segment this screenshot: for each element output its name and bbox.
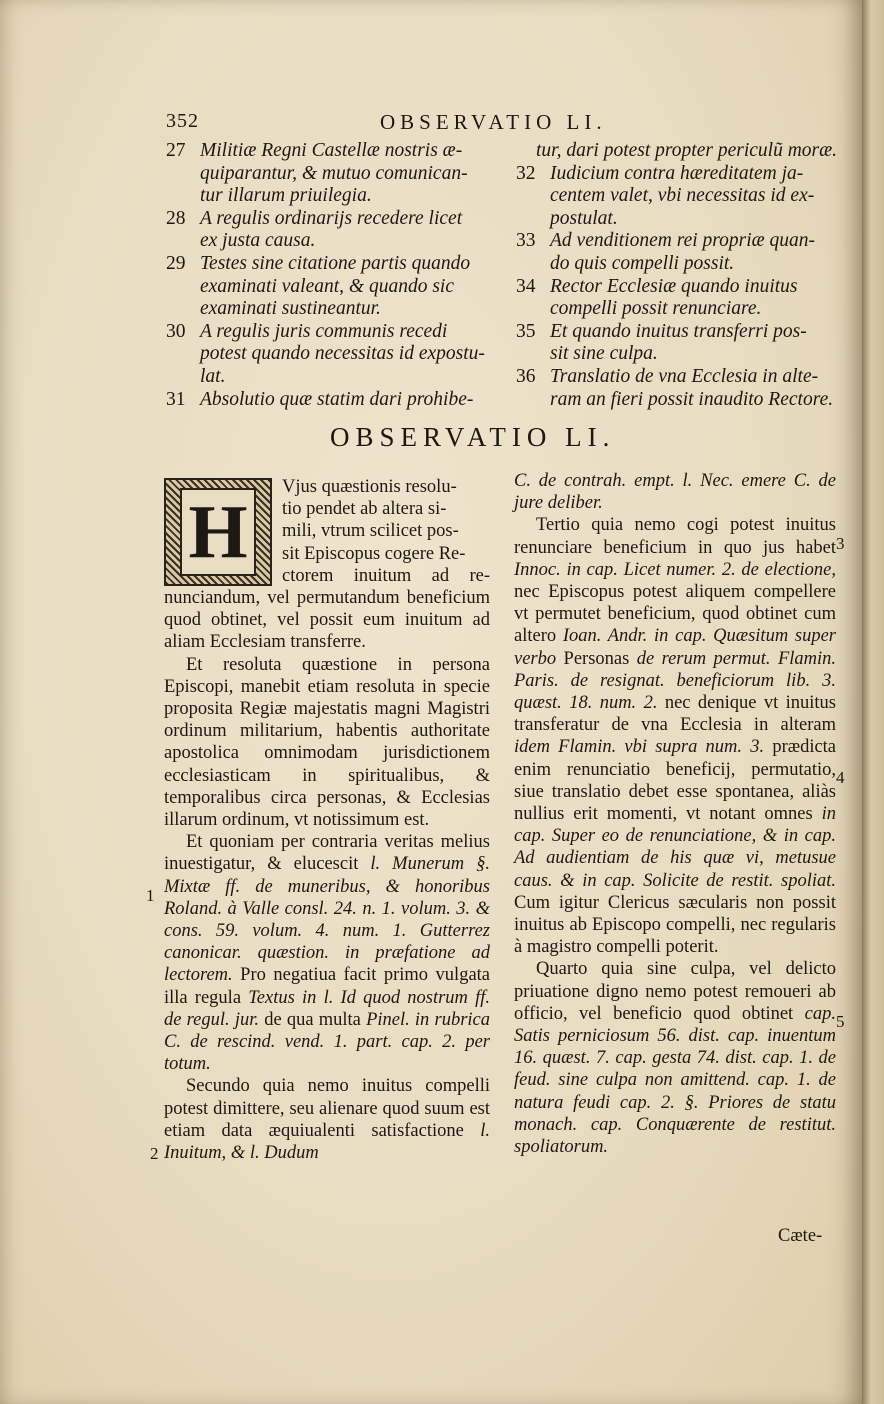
running-head: OBSERVATIO LI. <box>380 110 607 134</box>
paragraph: Tertio quia nemo cogi potest inuitus renunciare beneficium in quo jus habet Innoc. in cap. Licet numer. 2. de electione, nec Episcopus potest aliquem compellere vt permutet beneficium, quod obtinet cum altero Ioan. Andr. in cap. Quæsitum super verbo Personas de rerum permut. Flamin. Paris. de resignat. beneficiorum lib. 3. quæst. 18. num. 2. nec denique vt inuitus transferatur de vna Ecclesia in alteram idem Flamin. vbi supra num. 3. prædicta enim renunciatio beneficij, permutatio, siue translatio debet esse spontanea, aliàs nullius erit momenti, vt notant omnes in cap. Super eo de renunciatione, & in cap. Ad audientiam de his quæ vi, metusue caus. & in cap. Solicite de restit. spoliat. Cum igitur Clericus sæcularis non possit inuitus ab Episcopo compelli, nec regularis à magistro compelli poterit. <box>514 515 837 958</box>
summary-item: tur, dari potest propter periculũ moræ. <box>536 140 837 161</box>
summary-item: 28 A regulis ordinarijs recedere licet <box>166 207 463 229</box>
summary-item: 33 Ad venditionem rei propriæ quan- <box>516 230 816 252</box>
catchword: Cæte- <box>778 1226 823 1246</box>
paragraph: Et quoniam per contraria veritas melius inuestigatur, & elucescit l. Munerum §. Mixtæ ff. de muneribus, & honoribus Roland. à Valle consl. 24. n. 1. volum. 3. & cons. 59. volum. 4. num. 1. Gutterrez canonicar. quæstion. in præfatione ad lectorem. Pro negatiua facit primo vulgata illa regula Textus in l. Id quod nostrum ff. de regul. jur. de qua multa Pinel. in rubrica C. de rescind. vend. 1. part. cap. 2. per totum. <box>164 832 491 1075</box>
summary-item: 31 Absolutio quæ statim dari prohibe- <box>166 388 474 410</box>
summary-item: 32 Iudicium contra hæreditatem ja- <box>516 162 804 184</box>
margin-note: 2 <box>150 1144 159 1163</box>
body-column-right <box>514 470 836 1158</box>
body-column-left <box>164 476 490 1164</box>
summary-item: 36 Translatio de vna Ecclesia in alte- <box>516 365 819 387</box>
summary-item: 34 Rector Ecclesiæ quando inuitus <box>516 275 798 297</box>
paragraph: Secundo quia nemo inuitus compelli potest dimittere, seu alienare quod suum est etiam data æquiualenti satisfactione l. Inuitum, & l. Dudum <box>164 1076 490 1164</box>
paragraph: Quarto quia sine culpa, vel delicto priuatione digno nemo potest remoueri ab officio, vel beneficio quod obtinet cap. Satis perniciosum 56. dist. cap. inuentum 16. quæst. 7. cap. gesta 74. dist. cap. 1. de feud. sine culpa non amittend. cap. 1. de natura feudi cap. 2. §. Priores de statu monach. cap. Conquærente de restitut. spoliatorum. <box>514 959 836 1158</box>
summary-item: 30 A regulis juris communis recedi <box>166 320 448 342</box>
margin-note: 3 <box>836 534 845 553</box>
page-number: 352 <box>166 110 199 132</box>
summary-right: tur, dari potest propter periculũ moræ. 32 Iudicium contra hæreditatem ja- centem valet, vbi necessitas id ex- postulat. 33 Ad venditionem rei propriæ quan- do quis compelli possit. 34 Rector Ecclesiæ quando inuitus compelli possit renunciare. 35 Et quando inuitus transferri pos- sit sine culpa. 36 Translatio de vna Ecclesia in alte- ram an fieri possit inaudito Rectore. <box>516 140 846 411</box>
decorated-initial <box>164 478 272 586</box>
facing-page-edge <box>862 0 884 1404</box>
margin-note: 5 <box>836 1012 845 1031</box>
summary-item: 29 Testes sine citatione partis quando <box>166 252 471 274</box>
margin-note: 1 <box>146 886 155 905</box>
paragraph: C. de contrah. empt. l. Nec. emere C. de jure deliber. <box>514 471 836 514</box>
summary-item: 27 Militiæ Regni Castellæ nostris æ- <box>166 140 463 161</box>
summary-left: 27 Militiæ Regni Castellæ nostris æ- quiparantur, & mutuo comunican- tur illarum priuilegia. 28 A regulis ordinarijs recedere licet ex justa causa. 29 Testes sine citatione partis quando examinati valeant, & quando sic examinati sustineantur. 30 A regulis juris communis recedi potest quando necessitas id expostu- lat. 31 Absolutio quæ statim dari prohibe- <box>166 140 506 411</box>
summary-item: 35 Et quando inuitus transferri pos- <box>516 320 807 342</box>
paragraph: Vjus quæstionis resolu- tio pendet ab altera si- mili, vtrum scilicet pos- sit Episcopus cogere Re- ctorem inuitum ad re- nunciandum, vel permutandum beneficium quod obtinet, vel possit eum inuitum ad aliam Ecclesiam transferre. <box>164 477 490 653</box>
paragraph: Et resoluta quæstione in persona Episcopi, manebit etiam resoluta in specie proposita Regiæ majestatis magni Magistri ordinum militarium, habentis authoritate apostolica omnimodam jurisdictionem ecclesiasticam in spiritualibus, & temporalibus circa personas, & Ecclesias illarum ordinum, vt notissimum est. <box>164 654 490 831</box>
margin-note: 4 <box>836 768 845 787</box>
initial-letter: H <box>180 488 256 576</box>
section-title: OBSERVATIO LI. <box>330 422 616 452</box>
